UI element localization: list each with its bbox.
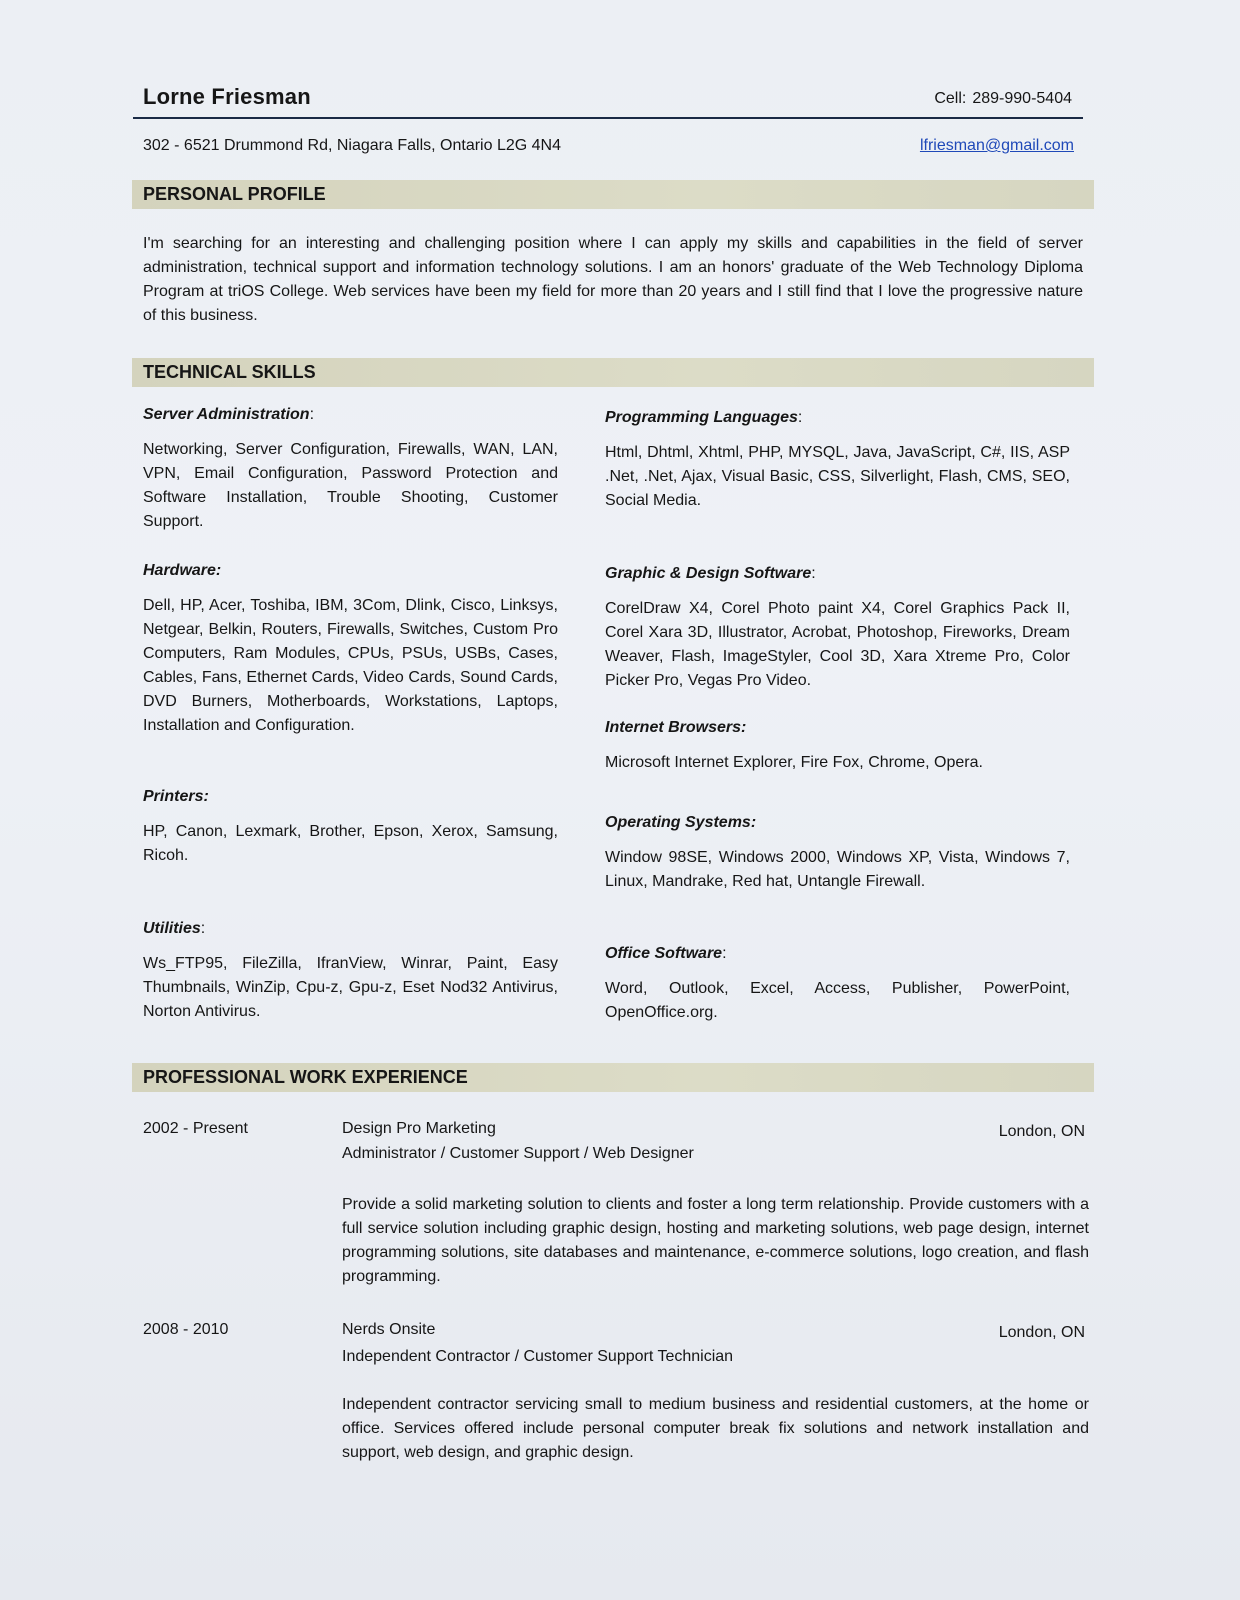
profile-text: I'm searching for an interesting and challenging position where I can apply my skills and capabilities in the field of server administration, technical support and information technology solutions. I am an honors' graduate of the Web Technology Diploma Program at triOS College. Web services have been my field for more than 20 years and I still find that I love the progressive nature of this business. [143, 235, 1083, 324]
job-description: Independent contractor servicing small to medium business and residential customers, at the home or office. Services offered include personal computer break fix solutions and network installation and support, web design, and graphic design. [342, 1396, 1089, 1461]
skill-hardware [143, 562, 558, 738]
skill-heading: Operating Systems: [605, 814, 757, 831]
skill-printers [143, 788, 558, 868]
skill-heading: Programming Languages: [605, 409, 803, 426]
skill-operating-systems [605, 814, 1070, 894]
cell-phone [934, 90, 1072, 108]
section-technical-skills [132, 358, 1094, 387]
job-dates: 2008 - 2010 [143, 1321, 229, 1338]
header-rule [133, 117, 1083, 119]
cell-label: Cell: [934, 90, 967, 107]
skill-office-software [605, 945, 1070, 1025]
job-company: Design Pro Marketing [342, 1120, 496, 1137]
skill-heading: Utilities: [143, 920, 206, 937]
skill-text: CorelDraw X4, Corel Photo paint X4, Corel Graphics Pack II, Corel Xara 3D, Illustrator, Acrobat, Photoshop, Fireworks, Dream Weaver, Flash, ImageStyler, Cool 3D, Xara Xtreme Pro, Color Picker Pro, Vegas Pro Video. [605, 600, 1070, 689]
job-location: London, ON [998, 1123, 1085, 1140]
skill-text: Html, Dhtml, Xhtml, PHP, MYSQL, Java, JavaScript, C#, IIS, ASP .Net, .Net, Ajax, Visual Basic, CSS, Silverlight, Flash, CMS, SEO, Social Media. [605, 444, 1070, 509]
skill-server-administration [143, 406, 558, 534]
section-title: PROFESSIONAL WORK EXPERIENCE [143, 1067, 468, 1087]
skill-heading: Server Administration: [143, 406, 315, 423]
skill-utilities [143, 920, 558, 1024]
section-title: TECHNICAL SKILLS [143, 362, 316, 382]
skill-text: Ws_FTP95, FileZilla, IfranView, Winrar, Paint, Easy Thumbnails, WinZip, Cpu-z, Gpu-z, Eset Nod32 Antivirus, Norton Antivirus. [143, 955, 558, 1020]
skill-text: Microsoft Internet Explorer, Fire Fox, Chrome, Opera. [605, 754, 983, 771]
skill-heading: Printers: [143, 788, 209, 805]
skill-programming-languages [605, 409, 1070, 513]
job-company: Nerds Onsite [342, 1321, 436, 1338]
skill-heading: Graphic & Design Software: [605, 565, 816, 582]
skill-heading: Hardware: [143, 562, 222, 579]
email-link[interactable]: lfriesman@gmail.com [919, 137, 1074, 154]
skill-text: Window 98SE, Windows 2000, Windows XP, Vista, Windows 7, Linux, Mandrake, Red hat, Untangle Firewall. [605, 849, 1070, 890]
job-dates: 2002 - Present [143, 1120, 248, 1137]
skill-text: Dell, HP, Acer, Toshiba, IBM, 3Com, Dlink, Cisco, Linksys, Netgear, Belkin, Routers, Firewalls, Switches, Custom Pro Computers, Ram Modules, CPUs, PSUs, USBs, Cases, Cables, Fans, Ethernet Cards, Video Cards, Sound Cards, DVD Burners, Motherboards, Workstations, Laptops, Installation and Configuration. [143, 597, 558, 734]
skill-text: Word, Outlook, Excel, Access, Publisher, PowerPoint, OpenOffice.org. [605, 980, 1070, 1021]
skill-text: HP, Canon, Lexmark, Brother, Epson, Xerox, Samsung, Ricoh. [143, 823, 558, 864]
skill-internet-browsers [605, 719, 1070, 775]
candidate-name: Lorne Friesman [143, 84, 311, 109]
cell-number: 289-990-5404 [972, 90, 1072, 107]
section-work-experience [132, 1063, 1094, 1092]
job-location: London, ON [998, 1324, 1085, 1341]
job-description: Provide a solid marketing solution to clients and foster a long term relationship. Provide customers with a full service solution including graphic design, hosting and marketing solutions, web page design, internet programming solutions, site databases and maintenance, e-commerce solutions, logo creation, and flash programming. [342, 1196, 1089, 1285]
job-role: Administrator / Customer Support / Web Designer [342, 1145, 694, 1162]
skill-heading: Internet Browsers: [605, 719, 747, 736]
address: 302 - 6521 Drummond Rd, Niagara Falls, Ontario L2G 4N4 [143, 137, 561, 154]
section-title: PERSONAL PROFILE [143, 184, 326, 204]
section-personal-profile [132, 180, 1094, 209]
skill-graphic-design-software [605, 565, 1070, 693]
job-role: Independent Contractor / Customer Support Technician [342, 1348, 734, 1365]
skill-text: Networking, Server Configuration, Firewalls, WAN, LAN, VPN, Email Configuration, Password Protection and Software Installation, Trouble Shooting, Customer Support. [143, 441, 558, 530]
skill-heading: Office Software: [605, 945, 727, 962]
